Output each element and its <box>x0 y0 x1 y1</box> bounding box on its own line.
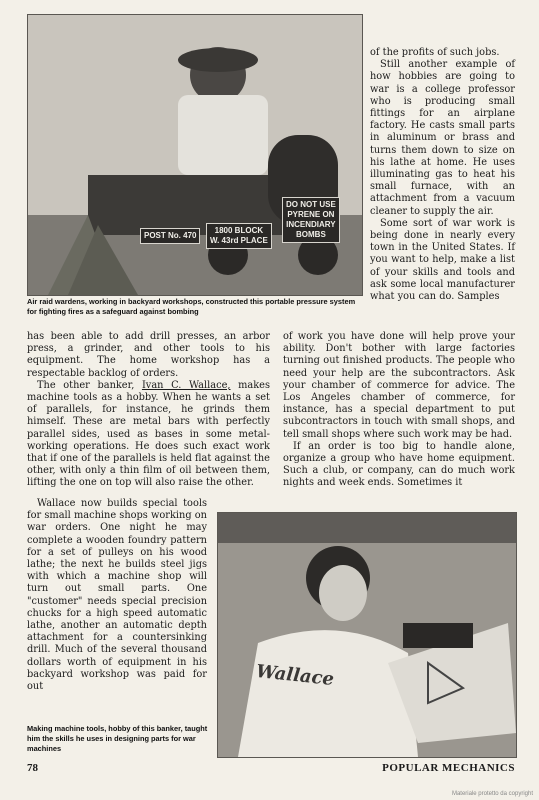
person-name: Ivan C. Wallace, <box>141 379 231 391</box>
copyright-watermark: Materiale protetto da copyright <box>451 791 533 797</box>
article-right-top: of the profits of such jobs. Still another example of how hobbies are going to war is a college professor who is producing small fittings for an airplane factory. He casts small parts in aluminum or brass and turns them down to size on his lathe at home. He uses illuminating gas to heat his small furnace, with an attachment from a vacuum cleaner to supply the air. Some sort of war work is being done in nearly every town in the United States. If you want to help, make a list of your skills and tools and ask some local manufacturer what you can do. Samples <box>370 47 515 303</box>
drafting-scene-illustration <box>218 513 516 757</box>
post-number-sign: POST No. 470 <box>140 228 200 244</box>
bottom-photo-caption: Making machine tools, hobby of this banker, taught him the skills he uses in designing parts for war machines <box>27 724 208 753</box>
magazine-name: POPULAR MECHANICS <box>382 762 515 774</box>
page-number: 78 <box>27 762 38 774</box>
article-left-bottom: Wallace now builds special tools for small machine shops working on war orders. One night he may complete a wooden foundry pattern for a set of pulleys on his wood lathe; the next he builds steel jigs with which a machine shop will turn out small parts. One "customer" needs special precision chucks for a high speed automatic lathe, another an automatic depth attachment for a countersinking drill. Much of the several thousand dollars worth of equipment in his backyard workshop was paid for out <box>27 498 207 693</box>
top-photo-caption: Air raid wardens, working in backyard workshops, constructed this portable pressure system for fighting fires as a safeguard against bombing <box>27 297 356 316</box>
article-left-mid: has been able to add drill presses, an arbor press, a grinder, and other tools to his equipment. The home workshop has a respectable backlog of orders. The other banker, Ivan C. Wallace, makes machine tools as a hobby. When he wants a set of parallels, for instance, he grinds them himself. These are metal bars with perfectly parallel sides, used as bases in some metal-working operations. He does such exact work that if one of the parallels is held flat against the other, with only a thin film of oil between them, lifting the one on top will also raise the other. <box>27 331 271 489</box>
bottom-photo <box>217 512 517 758</box>
warning-sign: DO NOT USE PYRENE ON INCENDIARY BOMBS <box>282 197 340 243</box>
shirt-lettering: Wallace <box>255 660 335 691</box>
top-photo <box>27 14 363 296</box>
article-right-mid: of work you have done will help prove your ability. Don't bother with large factories turning out finished products. The people who need your help are the subcontractors. Ask your chamber of commerce for advice. The Los Angeles chamber of commerce, for instance, has a special department to put subcontractors in touch with small shops, and tell small shops where such work may be had. If an order is too big to handle alone, organize a group who have home equipment. Such a club, or company, can do much work nights and week ends. Sometimes it <box>283 331 515 489</box>
workshop-scene-illustration <box>28 15 362 295</box>
address-sign: 1800 BLOCK W. 43rd PLACE <box>206 223 272 249</box>
